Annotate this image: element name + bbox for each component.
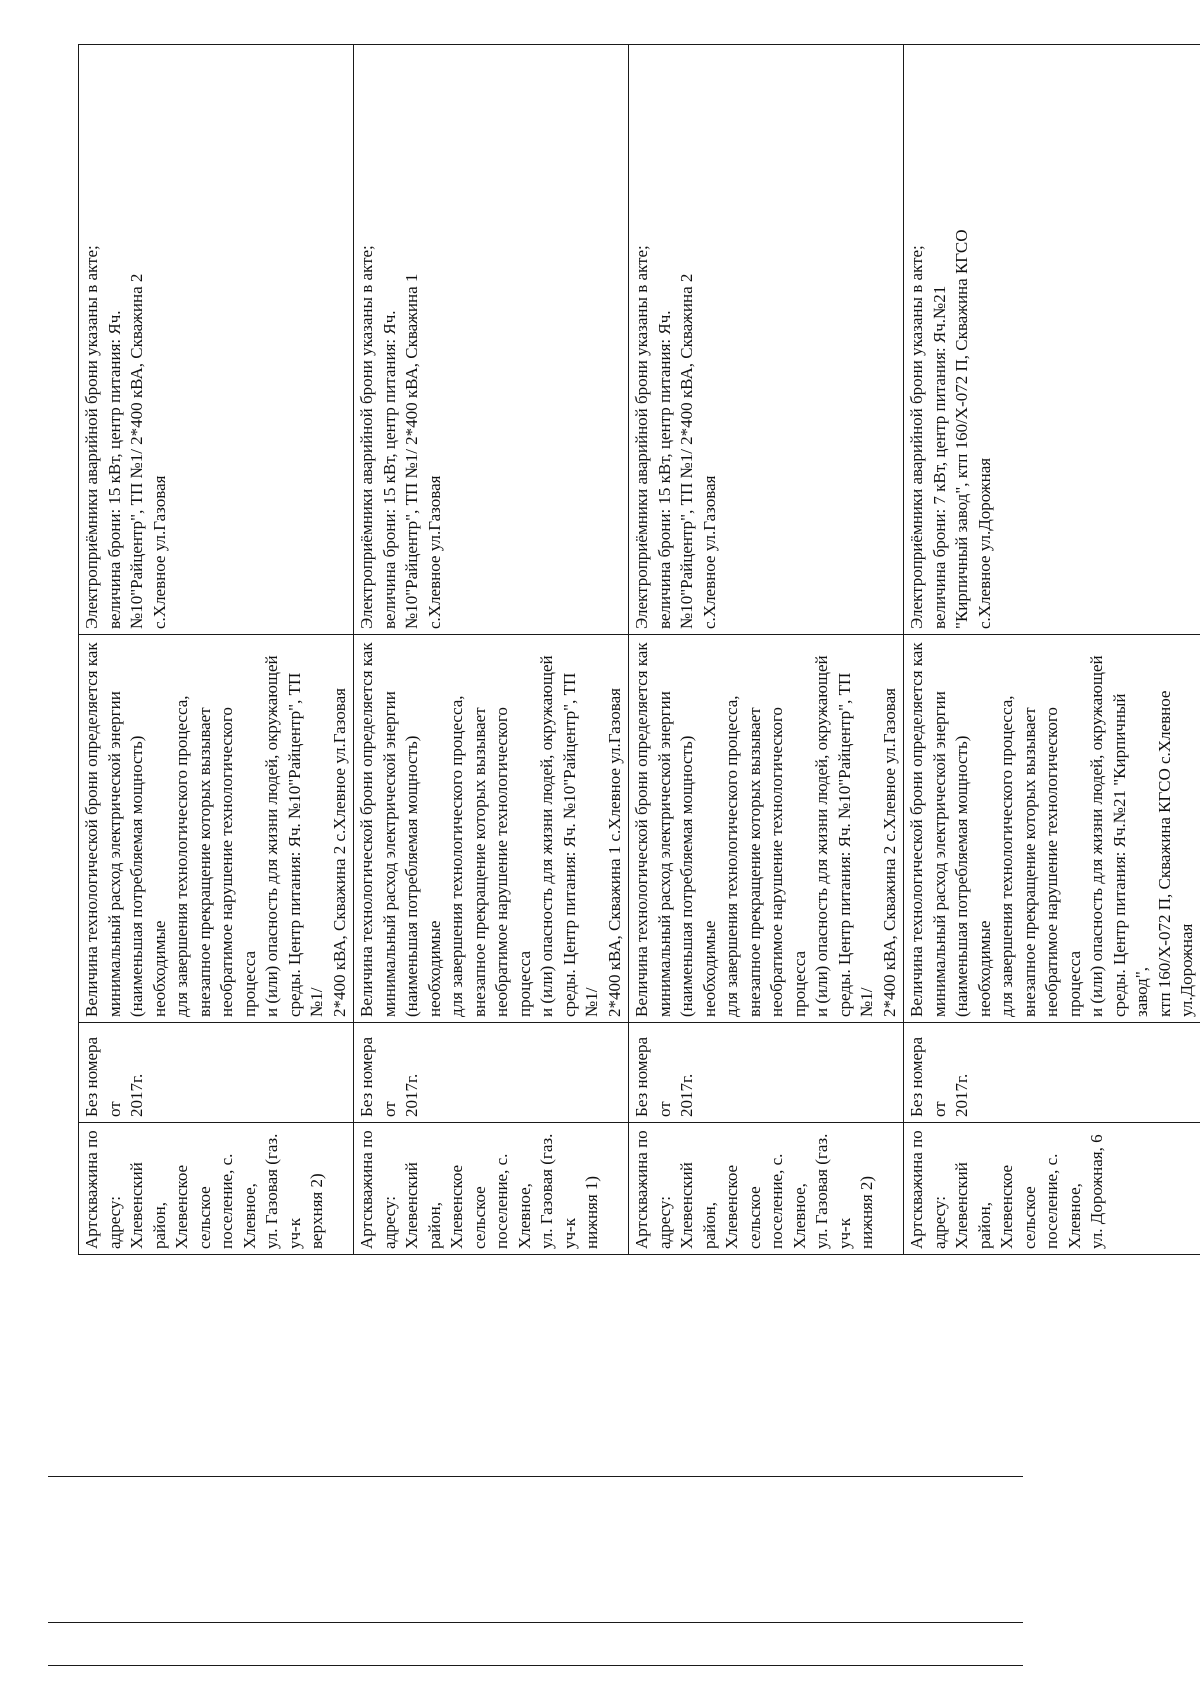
tech-reserve-cell	[629, 635, 904, 1023]
document-reference: Без номера от 2017г.	[632, 1036, 696, 1117]
document-cell	[629, 1023, 904, 1123]
emergency-reserve-text: Электроприёмники аварийной брони указаны в акте; величина брони: 15 кВт, центр питания: Яч. №10"Райцентр", ТП №1/ 2*400 кВА, Скважина 2 с.Хлевное ул.Газовая	[82, 245, 169, 629]
tech-reserve-text: Величина технологической брони определяется как минимальный расход электрической энергии (наименьшая потребляемая мощность) необходимые для завершения технологического процесса, внезапное прекращение которых вызывает необратимое нарушение технологического процесса и (или) опасность для жизни людей, окружающей среды. Центр питания: Яч. №10"Райцентр", ТП №1/ 2*400 кВА, Скважина 1 с.Хлевное ул.Газовая	[357, 642, 624, 1017]
separator-line	[48, 1665, 1023, 1666]
emergency-reserve-text: Электроприёмники аварийной брони указаны в акте; величина брони: 7 кВт, центр питания: Яч.№21 "Кирпичный завод", ктп 160/Х-072 П, Скважина КГСО с.Хлевное ул.Дорожная	[907, 229, 994, 629]
separator-line	[48, 1622, 1023, 1623]
object-cell	[629, 1123, 904, 1255]
emergency-reserve-text: Электроприёмники аварийной брони указаны в акте; величина брони: 15 кВт, центр питания: Яч. №10"Райцентр", ТП №1/ 2*400 кВА, Скважина 1 с.Хлевное ул.Газовая	[357, 245, 444, 629]
emergency-reserve-cell	[354, 45, 629, 635]
emergency-reserve-cell	[79, 45, 354, 635]
table-row	[629, 45, 904, 1255]
document-reference: Без номера от 2017г.	[82, 1036, 146, 1117]
document-reference: Без номера от 2017г.	[357, 1036, 421, 1117]
tech-reserve-text: Величина технологической брони определяется как минимальный расход электрической энергии (наименьшая потребляемая мощность) необходимые для завершения технологического процесса, внезапное прекращение которых вызывает необратимое нарушение технологического процесса и (или) опасность для жизни людей, окружающей среды. Центр питания: Яч. №10"Райцентр", ТП №1/ 2*400 кВА, Скважина 2 с.Хлевное ул.Газовая	[632, 642, 899, 1017]
emergency-reserve-cell	[904, 45, 1200, 635]
reserve-table	[78, 44, 1200, 1255]
table-row	[79, 45, 354, 1255]
table-row	[354, 45, 629, 1255]
object-cell	[79, 1123, 354, 1255]
separator-line	[48, 1476, 1023, 1477]
table-row	[904, 45, 1200, 1255]
object-address: Артскважина по адресу: Хлевенский район, Хлевенское сельское поселение, с. Хлевное, ул. Дорожная, 6	[907, 1130, 1106, 1249]
tech-reserve-cell	[79, 635, 354, 1023]
document-reference: Без номера от 2017г.	[907, 1036, 971, 1117]
object-cell	[904, 1123, 1200, 1255]
object-address: Артскважина по адресу: Хлевенский район, Хлевенское сельское поселение, с. Хлевное, ул. Газовая (газ. уч-к верхняя 2)	[82, 1130, 326, 1249]
document-cell	[904, 1023, 1200, 1123]
emergency-reserve-text: Электроприёмники аварийной брони указаны в акте; величина брони: 15 кВт, центр питания: Яч. №10"Райцентр", ТП №1/ 2*400 кВА, Скважина 2 с.Хлевное ул.Газовая	[632, 245, 719, 629]
tech-reserve-cell	[904, 635, 1200, 1023]
object-address: Артскважина по адресу: Хлевенский район, Хлевенское сельское поселение, с. Хлевное, ул. Газовая (газ. уч-к нижняя 2)	[632, 1130, 876, 1249]
emergency-reserve-cell	[629, 45, 904, 635]
tech-reserve-text: Величина технологической брони определяется как минимальный расход электрической энергии (наименьшая потребляемая мощность) необходимые для завершения технологического процесса, внезапное прекращение которых вызывает необратимое нарушение технологического процесса и (или) опасность для жизни людей, окружающей среды. Центр питания: Яч.№21 "Кирпичный завод", ктп 160/Х-072 П, Скважина КГСО с.Хлевное ул.Дорожная	[907, 642, 1196, 1017]
object-cell	[354, 1123, 629, 1255]
document-cell	[354, 1023, 629, 1123]
tech-reserve-cell	[354, 635, 629, 1023]
tech-reserve-text: Величина технологической брони определяется как минимальный расход электрической энергии (наименьшая потребляемая мощность) необходимые для завершения технологического процесса, внезапное прекращение которых вызывает необратимое нарушение технологического процесса и (или) опасность для жизни людей, окружающей среды. Центр питания: Яч. №10"Райцентр", ТП №1/ 2*400 кВА, Скважина 2 с.Хлевное ул.Газовая	[82, 642, 349, 1017]
object-address: Артскважина по адресу: Хлевенский район, Хлевенское сельское поселение, с. Хлевное, ул. Газовая (газ. уч-к нижняя 1)	[357, 1130, 601, 1249]
rotated-table-container	[78, 45, 1196, 1255]
document-cell	[79, 1023, 354, 1123]
